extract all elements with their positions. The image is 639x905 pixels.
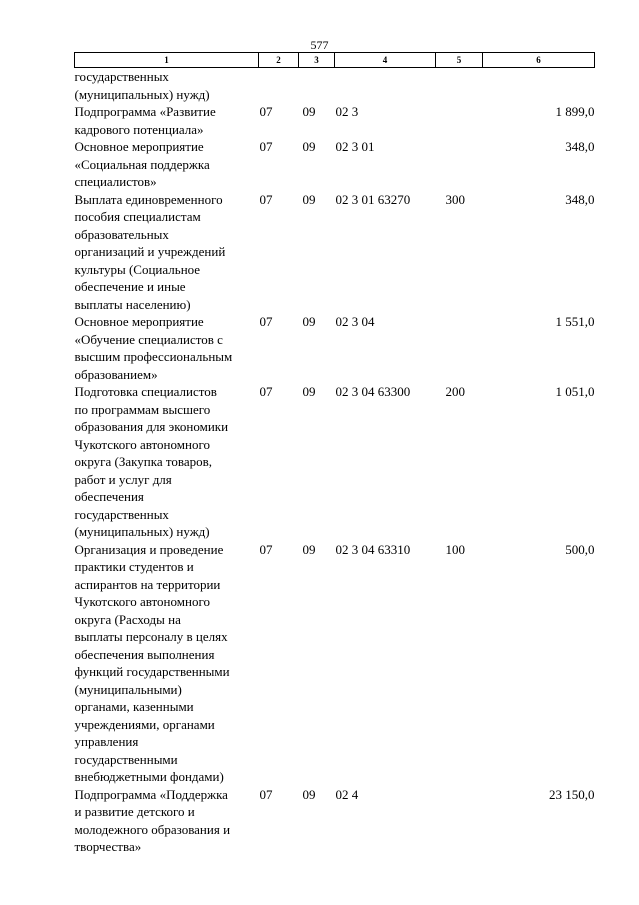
section-code: 07 bbox=[259, 786, 273, 802]
section-code: 07 bbox=[259, 541, 273, 557]
amount: 348,0 bbox=[565, 191, 595, 207]
subsection-code: 09 bbox=[302, 384, 316, 399]
expense-type-code bbox=[436, 68, 483, 104]
column-header-2: 2 bbox=[259, 53, 299, 68]
subsection-code: 09 bbox=[302, 139, 316, 154]
column-header-6: 6 bbox=[483, 53, 595, 68]
target-item-code: 02 4 bbox=[335, 786, 359, 802]
row-name: Подпрограмма «Развитие кадрового потенциала» bbox=[74, 104, 216, 137]
amount: 500,0 bbox=[565, 541, 595, 557]
table-row bbox=[75, 103, 595, 138]
section-code: 07 bbox=[259, 314, 273, 329]
table-row bbox=[75, 383, 595, 541]
row-name: Подпрограмма «Поддержка и развитие детского и молодежного образования и творчества» bbox=[74, 786, 231, 854]
subsection-code bbox=[299, 68, 335, 104]
row-name: Основное мероприятие «Социальная поддержка специалистов» bbox=[74, 139, 210, 189]
subsection-code: 09 bbox=[302, 786, 316, 802]
row-name: Подготовка специалистов по программам высшего образования для экономики Чукотского автономного округа (Закупка товаров, работ и услуг для обеспечения государственных (муниципальных) нужд) bbox=[74, 384, 229, 539]
subsection-code: 09 bbox=[302, 314, 316, 329]
table-row bbox=[75, 786, 595, 856]
target-item-code: 02 3 01 bbox=[335, 139, 375, 154]
row-name: государственных (муниципальных) нужд) bbox=[74, 69, 210, 102]
expense-type-code bbox=[436, 138, 483, 191]
subsection-code: 09 bbox=[302, 104, 316, 119]
target-item-code: 02 3 01 63270 bbox=[335, 191, 411, 207]
column-header-3: 3 bbox=[299, 53, 335, 68]
subsection-code: 09 bbox=[302, 541, 316, 557]
table-row bbox=[75, 191, 595, 314]
amount: 348,0 bbox=[565, 139, 595, 154]
section-code: 07 bbox=[259, 139, 273, 154]
expense-type-code bbox=[436, 313, 483, 383]
table-row bbox=[75, 313, 595, 383]
column-header-1: 1 bbox=[75, 53, 259, 68]
column-header-5: 5 bbox=[436, 53, 483, 68]
table-header-row bbox=[75, 53, 595, 68]
table-row bbox=[75, 541, 595, 786]
section-code bbox=[259, 68, 299, 104]
section-code: 07 bbox=[259, 384, 273, 399]
page-number: 577 bbox=[310, 38, 329, 52]
expense-type-code bbox=[436, 786, 483, 856]
amount: 1 051,0 bbox=[555, 384, 595, 399]
amount: 23 150,0 bbox=[549, 786, 595, 802]
expense-type-code: 100 bbox=[445, 541, 465, 557]
section-code: 07 bbox=[259, 191, 273, 207]
row-name: Организация и проведение практики студентов и аспирантов на территории Чукотского автономного округа (Расходы на выплаты персоналу в целях обеспечения выполнения функций государственными (муниципальными) органами, казенными учреждениями, органами управления государственными внебюджетными фондами) bbox=[74, 541, 230, 784]
subsection-code: 09 bbox=[302, 191, 316, 207]
expense-type-code: 300 bbox=[445, 191, 465, 207]
row-name: Выплата единовременного пособия специалистам образовательных организаций и учреждений культуры (Социальное обеспечение и иные выплаты населению) bbox=[74, 191, 226, 312]
row-name: Основное мероприятие «Обучение специалистов с высшим профессиональным образованием» bbox=[74, 314, 233, 382]
target-item-code: 02 3 04 63310 bbox=[335, 541, 411, 557]
expense-type-code: 200 bbox=[445, 384, 465, 399]
section-code: 07 bbox=[259, 104, 273, 119]
column-header-4: 4 bbox=[335, 53, 436, 68]
target-item-code: 02 3 04 bbox=[335, 314, 375, 329]
amount: 1 899,0 bbox=[555, 104, 595, 119]
table-row bbox=[75, 68, 595, 104]
amount: 1 551,0 bbox=[555, 314, 595, 329]
amount bbox=[483, 68, 595, 104]
target-item-code bbox=[335, 68, 436, 104]
target-item-code: 02 3 bbox=[335, 104, 359, 119]
table-row bbox=[75, 138, 595, 191]
expense-type-code bbox=[436, 103, 483, 138]
target-item-code: 02 3 04 63300 bbox=[335, 384, 411, 399]
budget-table bbox=[74, 52, 595, 856]
